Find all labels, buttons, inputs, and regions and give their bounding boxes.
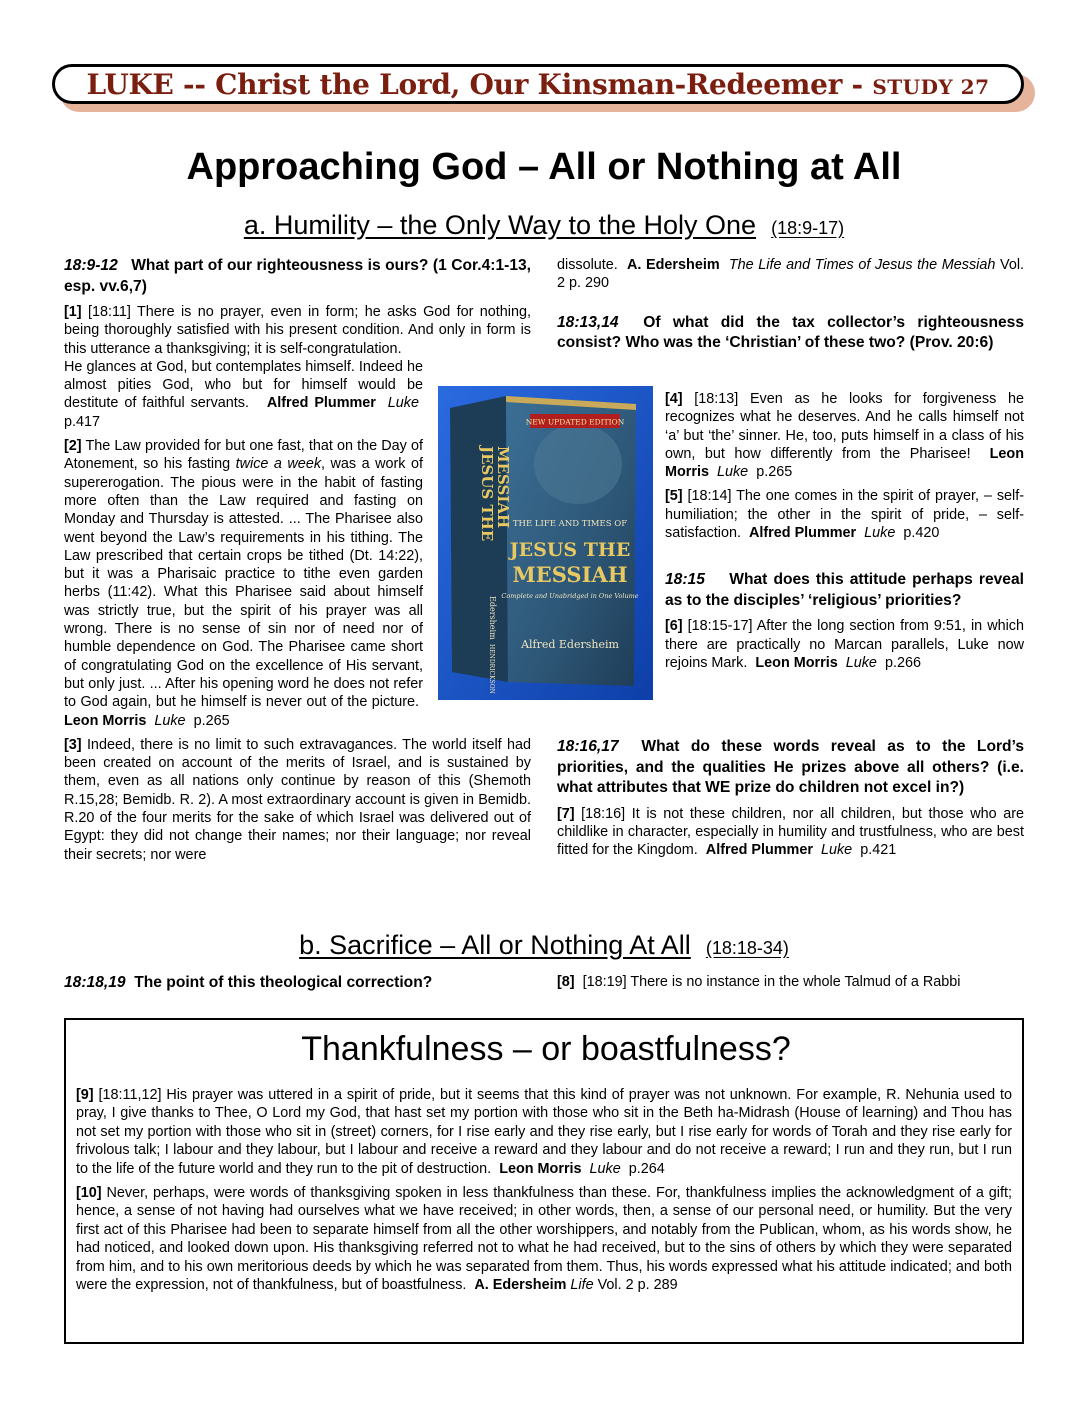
quote-3-end: dissolute. A. Edersheim The Life and Times of Jesus the Messiah Vol. 2 p. 290 xyxy=(557,257,1025,292)
svg-text:JESUS THE: JESUS THE xyxy=(478,446,496,542)
right-column-inset xyxy=(665,390,1024,678)
book-author: Alfred Edersheim xyxy=(521,638,619,651)
box-title: Thankfulness – or boastfulness? xyxy=(301,1030,791,1068)
question-18-16-17: 18:16,17 What do these words reveal as to the Lord’s priorities, and the qualities He prizes above all others? (i.e. what attributes that WE prize do children not excel in?) xyxy=(557,738,1025,796)
section-a-heading: a. Humility – the Only Way to the Holy One (18:9-17) xyxy=(243,210,845,240)
banner-title: LUKE -- Christ the Lord, Our Kinsman-Redeemer - STUDY 27 xyxy=(86,68,990,101)
quote-8: [8] [18:19] There is no instance in the whole Talmud of a Rabbi xyxy=(557,974,961,990)
thankfulness-box xyxy=(64,1018,1024,1344)
quote-9: [9] [18:11,12] His prayer was uttered in a spirit of pride, but it seems that this kind of prayer was not unknown. For example, R. Nehunia used to pray, I give thanks to Thee, O Lord my God, that hast set my portion with those who sit in the Beth ha-Midrash (House of learning) and Thou has not set my portion with those who sit in (street) corners, for I rise early and they rise early, but I rise early for words of Torah and they rise early for frivolous talk; I labour and they labour, but I labour and receive a reward and they labour and do not receive a reward; I run and they run, but I run to the life of the future world and they run to the pit of destruction. Leon Morris Luke p.264 xyxy=(76,1087,1012,1177)
quote-7: [7] [18:16] It is not these children, nor all children, but those who are childlike in character, especially in humility and trustfulness, who are best fitted for the Kingdom. Alfred Plummer Luke p.421 xyxy=(557,805,1024,859)
book-badge: NEW UPDATED EDITION xyxy=(525,417,625,427)
quote-6: [6] [18:15-17] After the long section from 9:51, in which there are practically no Marcan parallels, Luke now rejoins Mark. Leon Morris Luke p.266 xyxy=(665,618,1024,671)
svg-text:MESSIAH: MESSIAH xyxy=(494,446,512,529)
book-cover-image xyxy=(438,386,653,700)
quote-1: [1] [18:11] There is no prayer, even in form; he asks God for nothing, being thoroughly satisfied with his present condition. And only in form is this utterance a thanksgiving; it is self-congratulation. xyxy=(64,304,531,357)
quote-10: [10] Never, perhaps, were words of thanksgiving spoken in less thankfulness than these. For, thankfulness implies the acknowledgment of a gift; hence, a sense of not having had ourselves what we have received; in other words, then, a sense of our personal need, or humility. But the very first act of this Pharisee had been to separate himself from all the other worshippers, and notably from the Publican, whom, as his words show, he had noticed, and looked down upon. His thanksgiving referred not to what he had received, but to the sins of others by which they were separated from him, and to his own meritorious deeds by which he was separated from them. Thus, his words expressed what his attitude indicated; and both were the expression, not of thankfulness, but of boastfulness. A. Edersheim Life Vol. 2 p. 289 xyxy=(76,1185,1013,1294)
quote-5: [5] [18:14] The one comes in the spirit of prayer, – self-humiliation; the other in the spirit of pride, – self-satisfaction. Alfred Plummer Luke p.420 xyxy=(665,488,1025,542)
book-title-line2: MESSIAH xyxy=(512,562,628,587)
question-18-13-14: 18:13,14 Of what did the tax collector’s righteousness consist? Who was the ‘Christian’ of these two? (Prov. 20:6) xyxy=(557,313,1025,352)
right-column xyxy=(557,256,1024,360)
book-subtitle: Complete and Unabridged in One Volume xyxy=(501,592,639,600)
question-18-15: 18:15 What does this attitude perhaps reveal as to the disciples’ ‘religious’ priorities? xyxy=(665,571,1024,609)
question-18-18-19: 18:18,19 The point of this theological correction? xyxy=(64,974,433,991)
study-banner xyxy=(52,64,1024,104)
section-b-heading: b. Sacrifice – All or Nothing At All (18:18-34) xyxy=(299,930,789,960)
book-top-line: THE LIFE AND TIMES OF xyxy=(512,519,628,529)
book-illustration xyxy=(438,386,653,700)
page-title: Approaching God – All or Nothing at All xyxy=(186,146,902,188)
box-body xyxy=(76,1086,1012,1300)
quote-2: [2] The Law provided for but one fast, that on the Day of Atonement, so his fasting twice a week, was a work of supererogation. The pious were in the habit of fasting more often than the Law required and fasting on Monday and Thursday is attested. ... The Pharisee also went beyond the Law’s requirements in his tithing. The Law prescribed that certain crops be tithed (Dt. 14:22), but it was a Pharisaic practice to tithe even garden herbs (11:42). What this Pharisee said about himself was strictly true, but the spirit of his prayer was all wrong. There is no sense of sin nor of need nor of humble dependence on God. The Pharisee came short of congratulating God on the excellence of His servant, but only just. ... After his opening word he does not refer to God again, but he himself is never out of the picture. Leon Morris Luke p.265 xyxy=(64,438,423,729)
quote-4: [4] [18:13] Even as he looks for forgiveness he recognizes what he deserves. And he calls himself not ‘a’ but ‘the’ sinner. He, too, puts himself in a class of his own, but how differently from the Pharisee! Leon Morris Luke p.265 xyxy=(665,391,1024,481)
banner-study-number: STUDY 27 xyxy=(872,75,990,99)
quote-3: [3] Indeed, there is no limit to such extravagances. The world itself had been created on account of the merits of Israel, and is sustained by them, even as all nations only continue by reason of this (Shemoth R.15,28; Bemidb. R. 2). A most extraordinary account is given in Bemidb. R.20 of the four merits for the sake of which Israel was delivered out of Egypt: they did not change their names; nor their language; nor reveal their secrets; nor were xyxy=(64,736,531,863)
quote-1-cont: He glances at God, but contemplates himself. Indeed he almost pities God, who but for himself would be destitute of faithful servants. Alfred Plummer Luke p.417 xyxy=(64,358,423,430)
svg-text:HENDRICKSON: HENDRICKSON xyxy=(488,644,495,694)
question-18-9-12: 18:9-12 What part of our righteousness is ours? (1 Cor.4:1-13, esp. vv.6,7) xyxy=(64,257,532,295)
book-title-line1: JESUS THE xyxy=(509,539,631,561)
right-column-lower xyxy=(557,737,1024,865)
svg-text:Edersheim: Edersheim xyxy=(488,596,497,640)
